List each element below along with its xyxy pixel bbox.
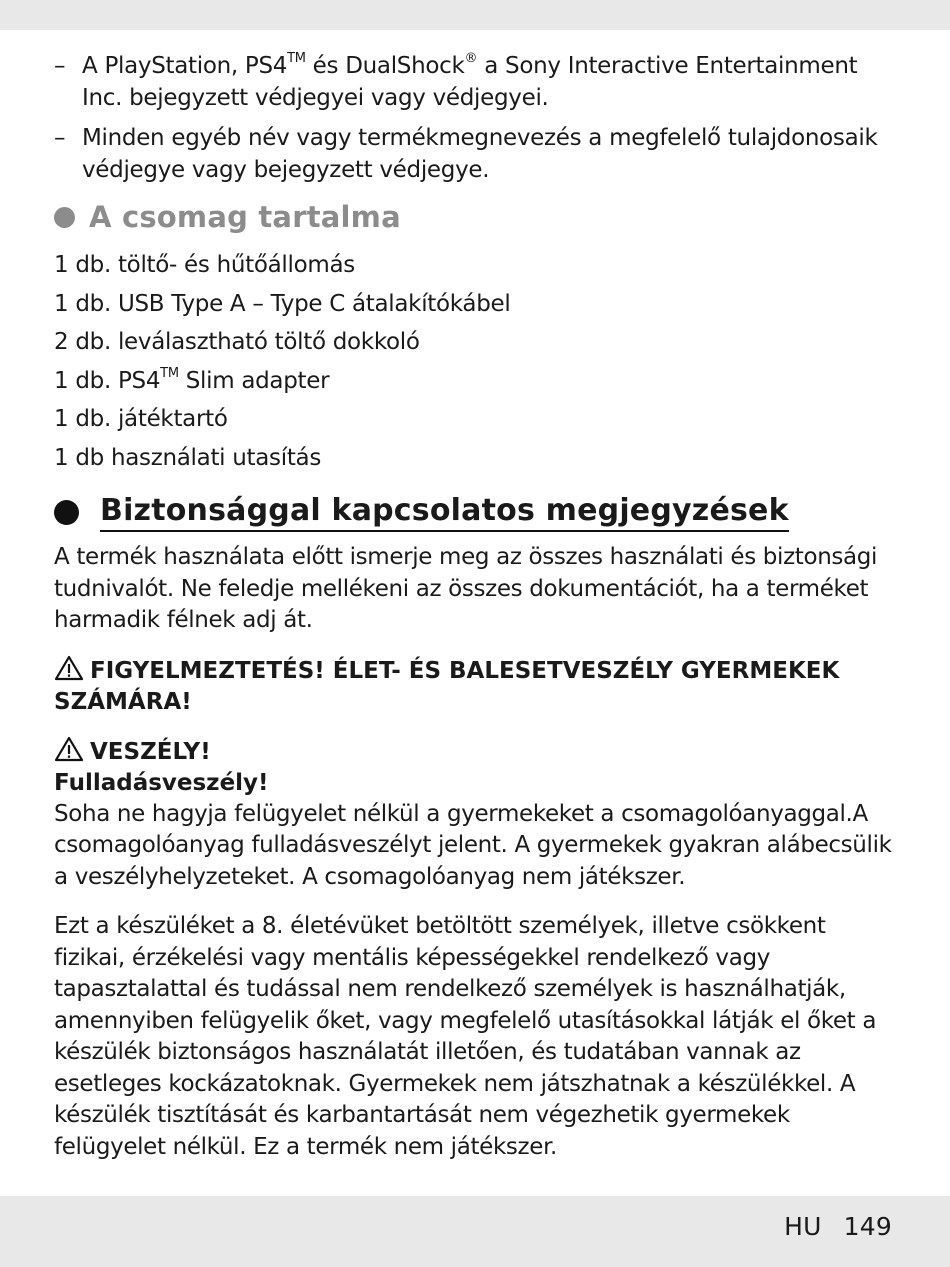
bullet-dot-grey bbox=[54, 207, 75, 228]
top-band bbox=[0, 0, 950, 30]
list-item: 1 db. játéktartó bbox=[54, 406, 228, 432]
list-item: 1 db használati utasítás bbox=[54, 444, 322, 471]
tm-mark: TM bbox=[287, 51, 306, 67]
danger-title-text: VESZÉLY! bbox=[90, 738, 211, 765]
safety-heading-text: Biztonsággal kapcsolatos megjegyzések bbox=[100, 493, 789, 532]
list-item: 1 db. USB Type A – Type C átalakítókábel bbox=[54, 290, 511, 317]
warning-title bbox=[54, 655, 896, 718]
usage-text: Ezt a készüléket a 8. életévüket betöltött személyek, illetve csökkent fizikai, érzékelési vagy mentális képességekkel rendelkező vagy tapasztalattal és tudással nem rendelkező személyek is használhatják, amennyiben felügyelik őket, vagy megfelelő utasításokkal látják el őket a készülék biztonságos használatát illetően, és tudatában vannak az esetleges kockázatoknak. Gyermekek nem játszhatnak a készülékkel. A készülék tisztítását és karbantartását nem végezhetik gyermekek felügyelet nélkül. Ez a termék nem játékszer. bbox=[54, 913, 877, 1160]
list-item-text: 1 db. PS4 bbox=[54, 367, 161, 394]
bullet-dot-black bbox=[54, 500, 79, 525]
package-list bbox=[54, 246, 896, 477]
warning-triangle-icon bbox=[54, 736, 84, 762]
note-text: és DualShock bbox=[305, 53, 465, 79]
page-number: 149 bbox=[843, 1212, 892, 1241]
note-text: Minden egyéb név vagy termékmegnevezés a megfelelő tulajdonosaik védjegye vagy bejegyzett védjegye. bbox=[82, 125, 878, 183]
list-item-text: Slim adapter bbox=[178, 367, 330, 394]
tm-mark: TM bbox=[160, 365, 179, 381]
trademark-note bbox=[54, 122, 896, 186]
list-item: 1 db. töltő- és hűtőállomás bbox=[54, 252, 355, 278]
danger-title bbox=[54, 736, 896, 768]
list-item: 2 db. leválasztható töltő dokkoló bbox=[54, 329, 420, 355]
safety-heading bbox=[54, 493, 896, 532]
note-text: A PlayStation, PS4 bbox=[82, 53, 288, 79]
package-heading-text: A csomag tartalma bbox=[89, 200, 401, 234]
suffocation-title: Fulladásveszély! bbox=[54, 769, 269, 796]
page-footer bbox=[784, 1212, 892, 1241]
list-item bbox=[54, 362, 896, 401]
note-text: a Sony Interactive Entertainment Inc. bejegyzett védjegyei vagy védjegyei. bbox=[82, 53, 858, 111]
reg-mark: ® bbox=[464, 51, 478, 67]
page-content bbox=[54, 50, 896, 1181]
dash: – bbox=[54, 53, 66, 79]
language-code: HU bbox=[784, 1212, 822, 1241]
trademark-note bbox=[54, 50, 896, 114]
suffocation-text: Soha ne hagyja felügyelet nélkül a gyermekeket a csomagolóanyaggal.A csomagolóanyag fulladásveszélyt jelent. A gyermekek gyakran alábecsülik a veszélyhelyzeteket. A csomagolóanyag nem játékszer. bbox=[54, 800, 892, 890]
warning-triangle-icon bbox=[54, 655, 84, 681]
warning-title-text: FIGYELMEZTETÉS! ÉLET- ÉS BALESETVESZÉLY GYERMEKEK SZÁMÁRA! bbox=[54, 657, 840, 715]
dash: – bbox=[54, 125, 66, 151]
safety-intro: A termék használata előtt ismerje meg az összes használati és biztonsági tudnivalót. Ne feledje mellékeni az összes dokumentációt, ha a terméket harmadik félnek adj át. bbox=[54, 544, 878, 633]
package-heading bbox=[54, 200, 896, 234]
